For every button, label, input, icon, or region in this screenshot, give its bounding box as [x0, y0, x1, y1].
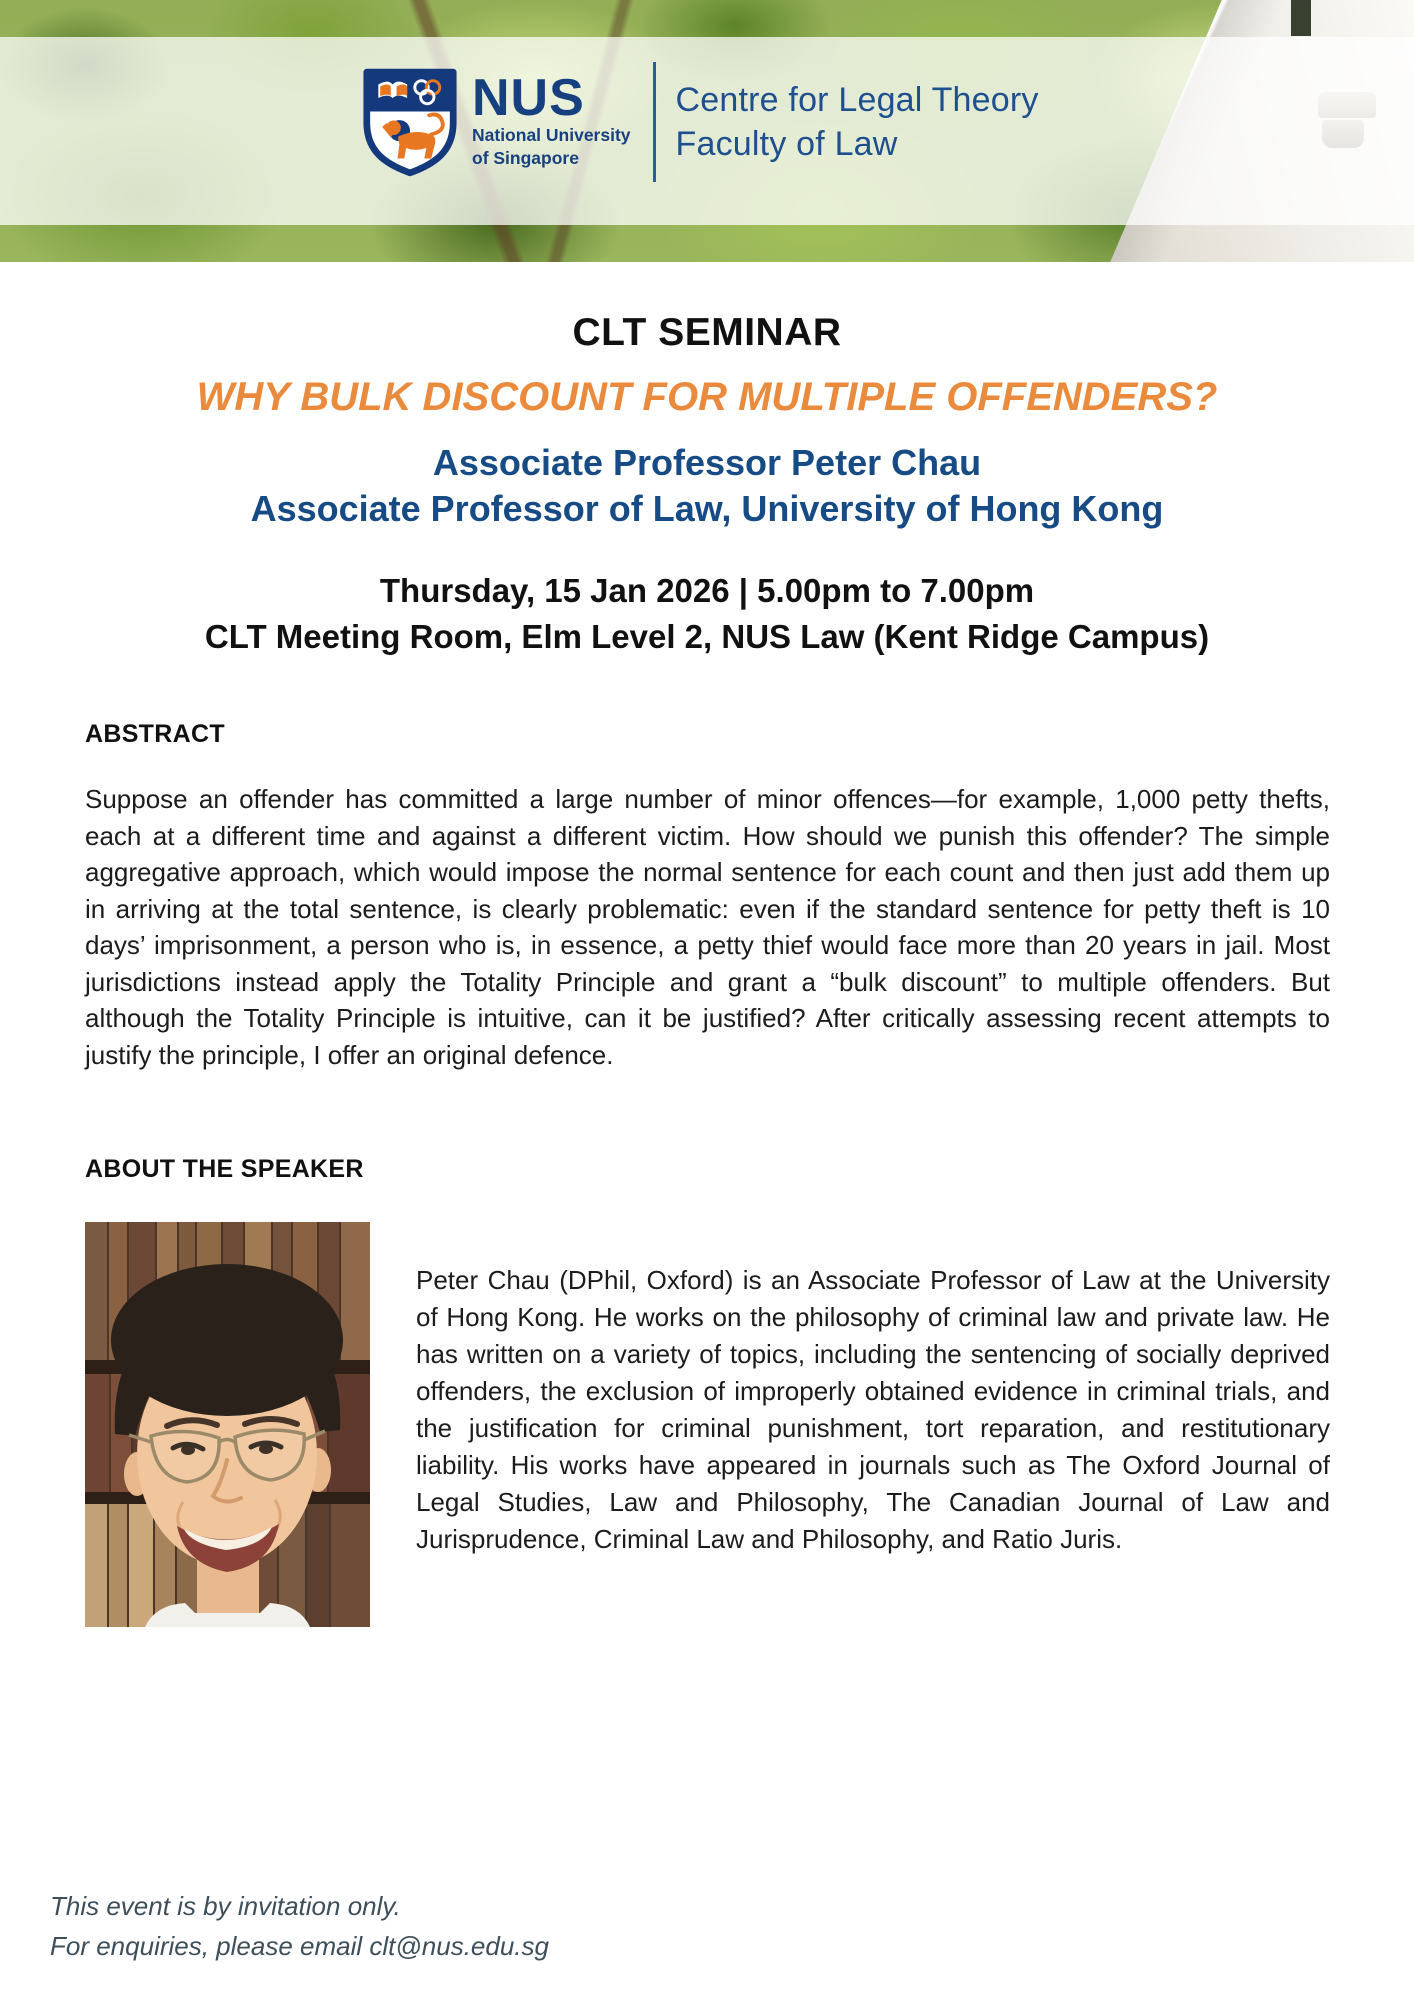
hero-speaker-name: Associate Professor Peter Chau	[432, 441, 982, 483]
seminar-title: WHY BULK DISCOUNT FOR MULTIPLE OFFENDERS?	[196, 374, 1218, 419]
nus-wordmark: NUS	[472, 69, 585, 128]
speaker-bio: Peter Chau (DPhil, Oxford) is an Associate Professor of Law at the University of Hong Kong. He works on the philosophy of criminal law and private law. He has written on a variety of topics, including the sentencing of socially deprived offenders, the exclusion of improperly obtained evidence in criminal trials, and the justification for criminal punishment, tort reparation, and restitutionary liability. His works have appeared in journals such as The Oxford Journal of Legal Studies, Law and Philosophy, The Canadian Journal of Law and Jurisprudence, Criminal Law and Philosophy, and Ratio Juris.	[416, 1264, 1330, 1554]
abstract-body: Suppose an offender has committed a large number of minor offences—for example, 1,000 petty thefts, each at a different time and against a different victim. How should we punish this offender? The simple aggregative approach, which would impose the normal sentence for each count and then just add them up in arriving at the total sentence, is clearly problematic: even if the standard sentence for petty theft is 10 days’ imprisonment, a person who is, in essence, a petty thief would face more than 20 years in jail. Most jurisdictions instead apply the Totality Principle and grant a “bulk discount” to multiple offenders. But although the Totality Principle is intuitive, can it be justified? After critically assessing recent attempts to justify the principle, I offer an original defence.	[85, 784, 1330, 1070]
window-opening	[1291, 0, 1311, 36]
header-banner	[0, 0, 1414, 262]
footer-enquiries-note: For enquiries, please email clt@nus.edu.sg	[50, 1931, 549, 1961]
nus-name-line2: of Singapore	[472, 147, 579, 168]
org-name-line1: Centre for Legal Theory	[675, 81, 1039, 119]
logo-divider	[653, 62, 656, 182]
seminar-kicker: CLT SEMINAR	[572, 311, 842, 354]
abstract-heading: ABSTRACT	[85, 720, 225, 749]
nus-logo-lockup	[362, 62, 1039, 182]
event-datetime: Thursday, 15 Jan 2026 | 5.00pm to 7.00pm	[379, 571, 1035, 609]
speaker-photo	[85, 1222, 370, 1627]
org-name-block	[676, 78, 1039, 166]
flyer-body	[0, 312, 1414, 1627]
footer-notes	[50, 1886, 549, 1966]
speaker-section	[85, 1222, 1330, 1627]
nus-wordmark-block	[472, 69, 631, 168]
event-venue: CLT Meeting Room, Elm Level 2, NUS Law (Kent Ridge Campus)	[204, 618, 1210, 656]
footer-invitation-note: This event is by invitation only.	[50, 1891, 401, 1921]
org-name-line2: Faculty of Law	[675, 125, 898, 163]
nus-name-line1: National University	[472, 125, 631, 146]
nus-crest-icon	[362, 67, 458, 177]
speaker-heading: ABOUT THE SPEAKER	[85, 1155, 364, 1184]
hero-speaker-affiliation: Associate Professor of Law, University of Hong Kong	[250, 488, 1164, 530]
